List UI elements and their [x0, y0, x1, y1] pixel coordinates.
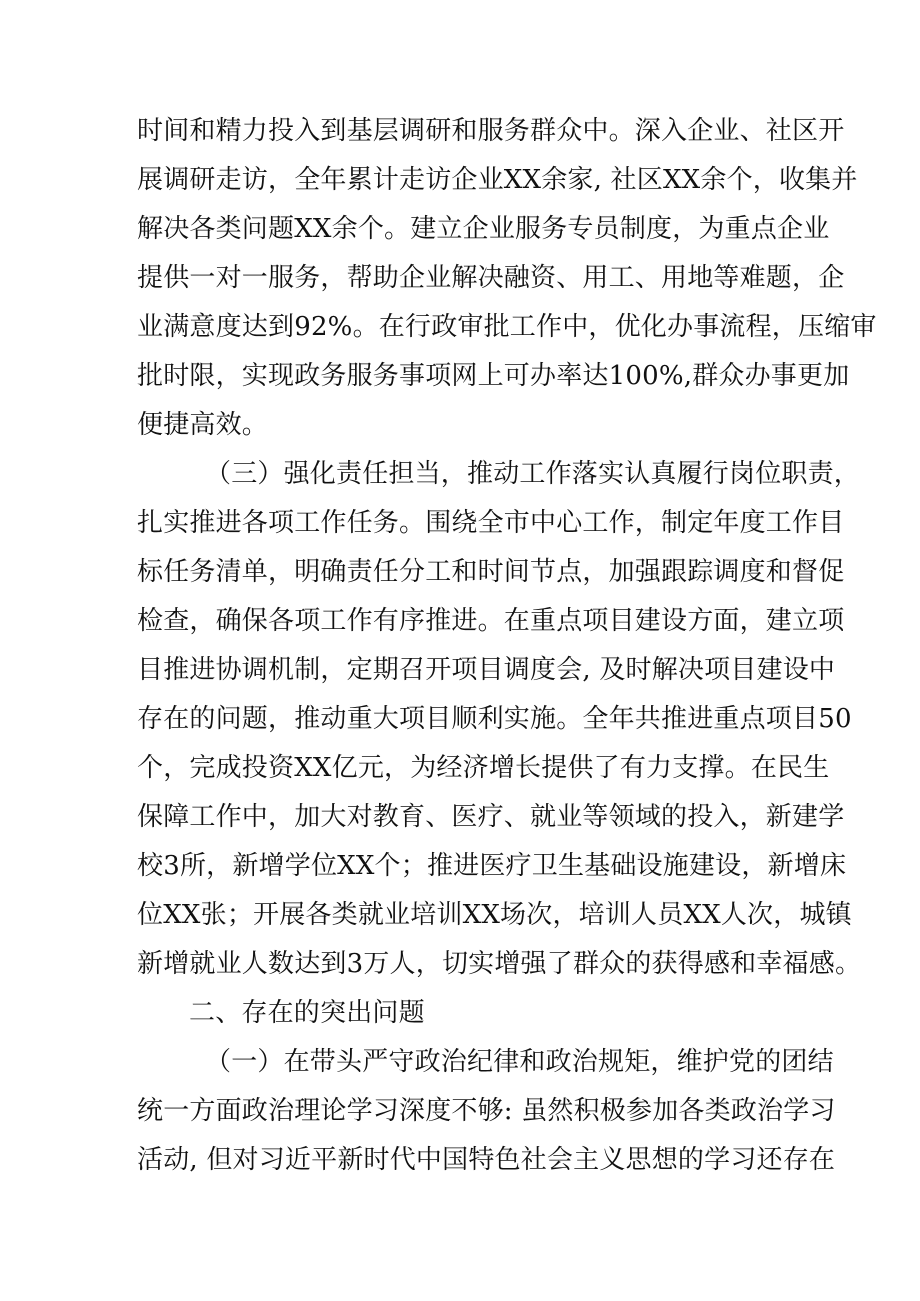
body-text-line: 位XX张；开展各类就业培训XX场次，培训人员XX人次，城镇: [137, 900, 852, 930]
body-text-line: 检查，确保各项工作有序推进。在重点项目建设方面，建立项: [137, 606, 845, 636]
section-heading-problems: 二、存在的突出问题: [189, 998, 425, 1028]
body-text-line: 时间和精力投入到基层调研和服务群众中。深入企业、社区开: [137, 116, 845, 146]
body-text-line: 统一方面政治理论学习深度不够: 虽然积极参加各类政治学习: [137, 1096, 836, 1126]
body-text-line: 便捷高效。: [137, 410, 269, 440]
body-text-line: 新增就业人数达到3万人，切实增强了群众的获得感和幸福感。: [137, 949, 862, 979]
body-text-line: 扎实推进各项工作任务。围绕全市中心工作，制定年度工作目: [137, 508, 845, 538]
body-text-line: 批时限，实现政务服务事项网上可办率达100%,群众办事更加: [137, 361, 850, 391]
body-text-line: 解决各类问题XX余个。建立企业服务专员制度，为重点企业: [137, 214, 830, 244]
body-text-line: 目推进协调机制，定期召开项目调度会, 及时解决项目建设中: [137, 655, 836, 685]
subsection-heading-one: （一）在带头严守政治纪律和政治规矩，维护党的团结: [205, 1047, 834, 1077]
body-text-line: 存在的问题，推动重大项目顺利实施。全年共推进重点项目50: [137, 704, 852, 734]
body-text-line: 校3所，新增学位XX个；推进医疗卫生基础设施建设，新增床: [137, 851, 847, 881]
body-text-line: 标任务清单，明确责任分工和时间节点，加强跟踪调度和督促: [137, 557, 845, 587]
section-heading-three: （三）强化责任担当，推动工作落实认真履行岗位职责，: [205, 459, 861, 489]
body-text-line: 提供一对一服务，帮助企业解决融资、用工、用地等难题，企: [137, 263, 845, 293]
body-text-line: 个，完成投资XX亿元，为经济增长提供了有力支撑。在民生: [137, 753, 830, 783]
document-page: [137, 107, 877, 1185]
body-text-line: 业满意度达到92%。在行政审批工作中，优化办事流程，压缩审: [137, 312, 877, 342]
body-text-line: 保障工作中，加大对教育、医疗、就业等领域的投入，新建学: [137, 802, 845, 832]
body-text-line: 活动, 但对习近平新时代中国特色社会主义思想的学习还存在: [137, 1145, 836, 1175]
body-text-line: 展调研走访，全年累计走访企业XX余家, 社区XX余个，收集并: [137, 165, 858, 195]
